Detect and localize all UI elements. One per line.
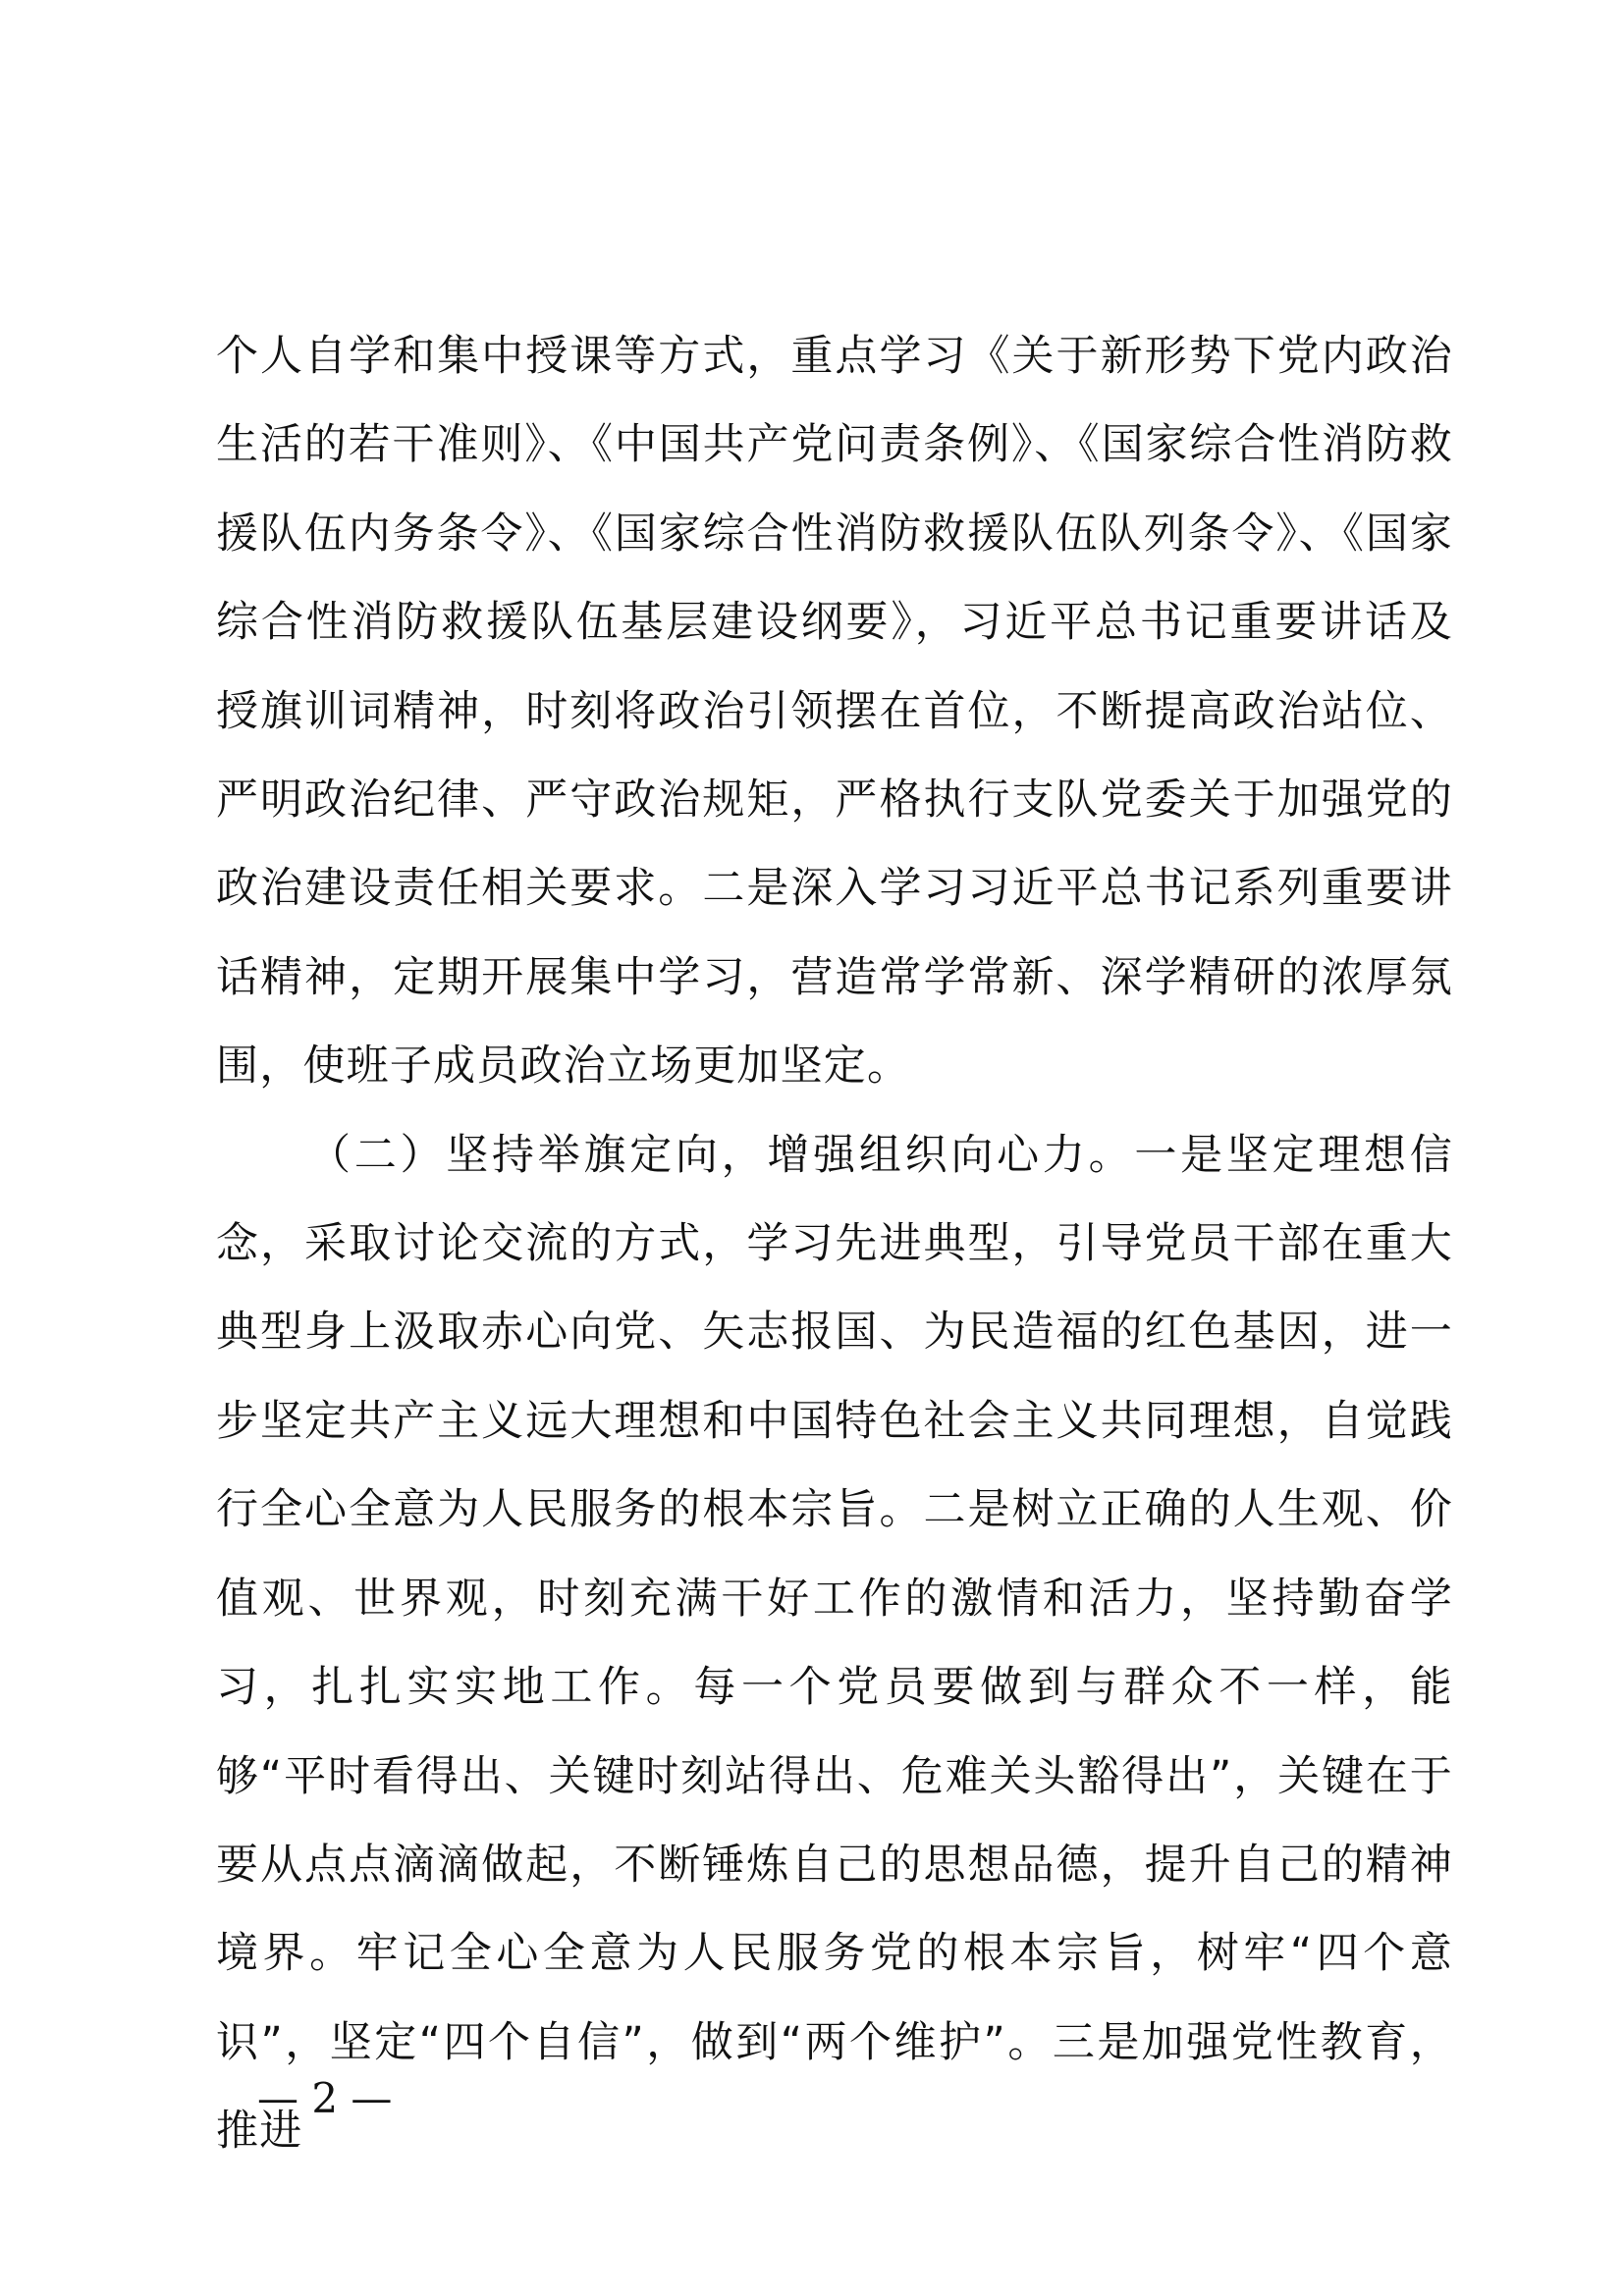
page-number: — 2 — — [257, 2074, 393, 2122]
paragraph-section-two: （二）坚持举旗定向，增强组织向心力。一是坚定理想信念，采取讨论交流的方式，学习先进典型，引导党员干部在重大典型身上汲取赤心向党、矢志报国、为民造福的红色基因，进一步坚定共产主义远大理想和中国特色社会主义共同理想，自觉践行全心全意为人民服务的根本宗旨。二是树立正确的人生观、价值观、世界观，时刻充满干好工作的激情和活力，坚持勤奋学习，扎扎实实地工作。每一个党员要做到与群众不一样，能够“平时看得出、关键时刻站得出、危难关头豁得出”，关键在于要从点点滴滴做起，不断锤炼自己的思想品德，提升自己的精神境界。牢记全心全意为人民服务党的根本宗旨，树牢“四个意识”，坚定“四个自信”，做到“两个维护”。三是加强党性教育，推进 — [216, 1130, 1453, 2157]
body-text — [216, 312, 1453, 2176]
paragraph-continued-study-methods: 个人自学和集中授课等方式，重点学习《关于新形势下党内政治生活的若干准则》、《中国共产党问责条例》、《国家综合性消防救援队伍内务条令》、《国家综合性消防救援队伍队列条令》、《国家综合性消防救援队伍基层建设纲要》，习近平总书记重要讲话及授旗训词精神，时刻将政治引领摆在首位，不断提高政治站位、严明政治纪律、严守政治规矩，严格执行支队党委关于加强党的政治建设责任相关要求。二是深入学习习近平总书记系列重要讲话精神，定期开展集中学习，营造常学常新、深学精研的浓厚氛围，使班子成员政治立场更加坚定。 — [216, 332, 1453, 1092]
